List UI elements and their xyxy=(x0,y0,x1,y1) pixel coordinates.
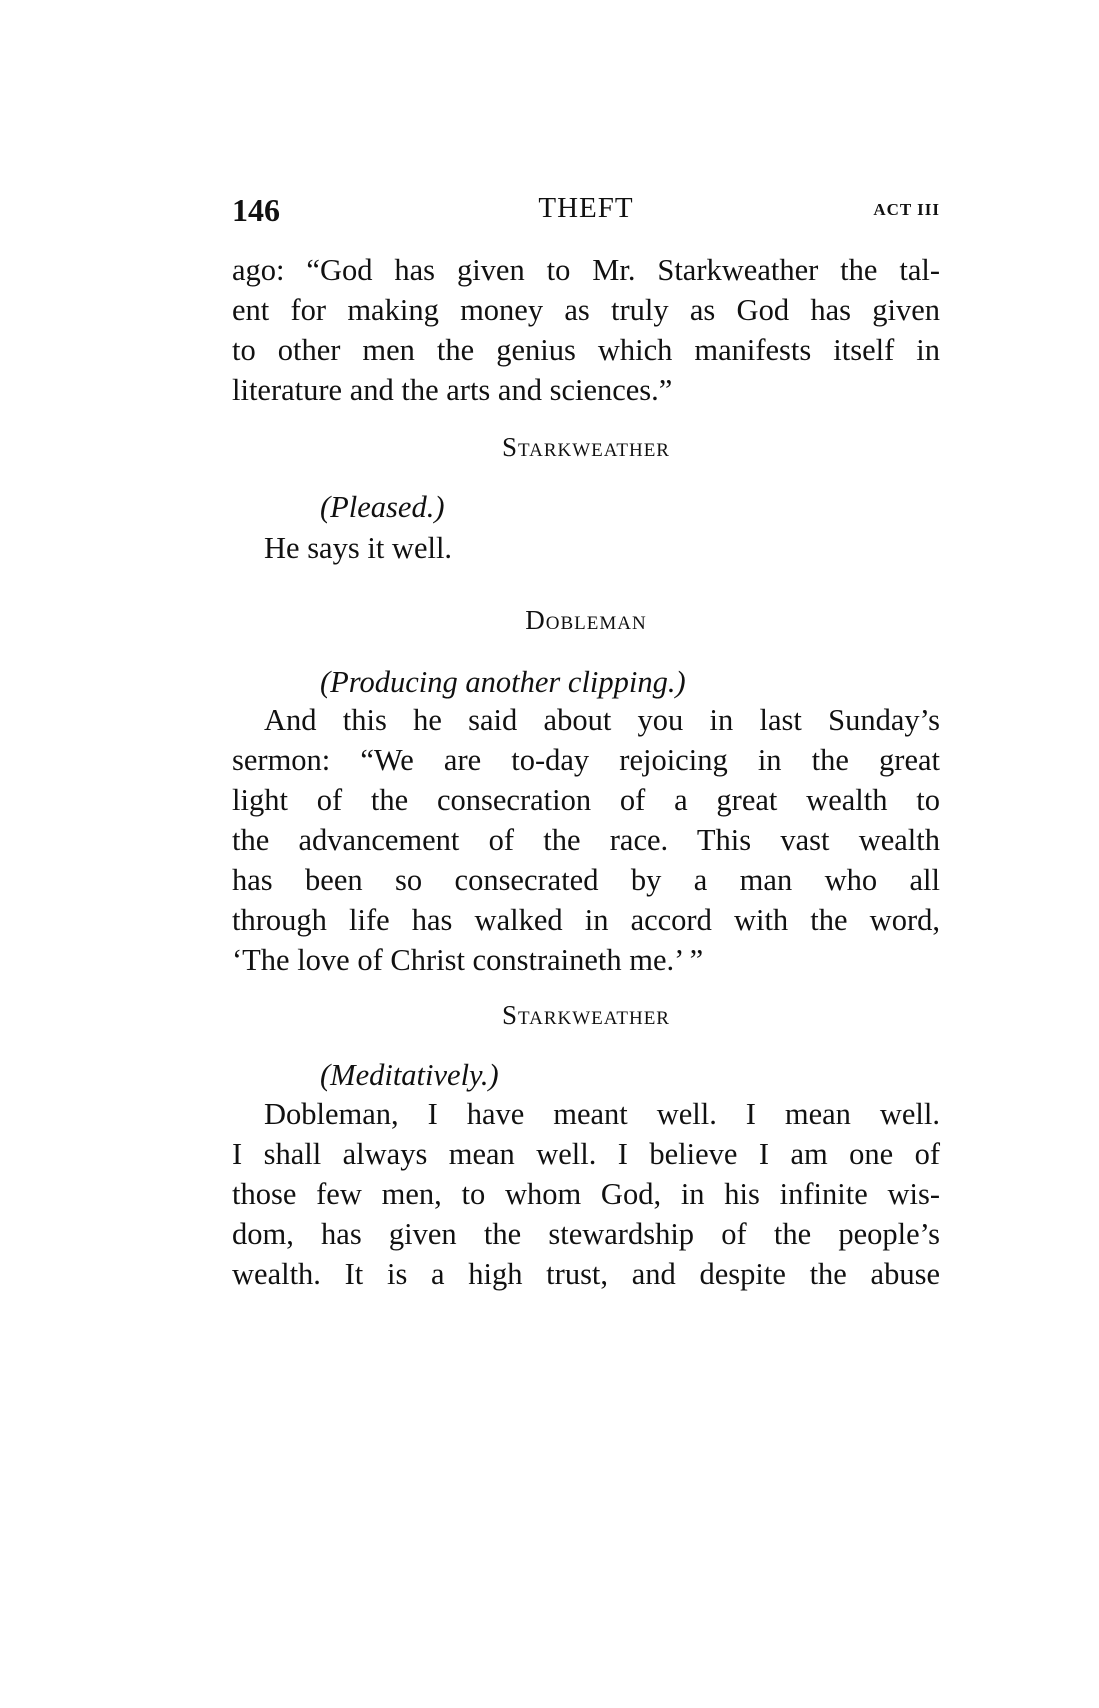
text-line: sermon: “We are to-day rejoicing in the great xyxy=(232,743,940,777)
opening-paragraph xyxy=(232,250,940,410)
text-line: to other men the genius which manifests itself in xyxy=(232,333,940,367)
running-title: THEFT xyxy=(538,192,634,224)
text-line: those few men, to whom God, in his infinite wis- xyxy=(232,1177,940,1211)
speech xyxy=(232,528,940,568)
act-label: ACT III xyxy=(873,200,940,219)
text-line: I shall always mean well. I believe I am one of xyxy=(232,1137,940,1171)
speaker-name: Dobleman xyxy=(525,605,647,635)
stage-direction: (Pleased.) xyxy=(320,490,445,524)
text-line: literature and the arts and sciences.” xyxy=(232,373,673,407)
text-line: Dobleman, I have meant well. I mean well. xyxy=(264,1097,940,1131)
page-number: 146 xyxy=(232,192,280,228)
running-head xyxy=(232,192,940,232)
text-line: dom, has given the stewardship of the people’s xyxy=(232,1217,940,1251)
text-line: wealth. It is a high trust, and despite the abuse xyxy=(232,1257,940,1291)
stage-direction: (Producing another clipping.) xyxy=(320,665,686,699)
stage-direction: (Meditatively.) xyxy=(320,1058,499,1092)
text-line: the advancement of the race. This vast wealth xyxy=(232,823,940,857)
text-line: And this he said about you in last Sunday’s xyxy=(264,703,940,737)
text-line: ent for making money as truly as God has given xyxy=(232,293,940,327)
text-line: through life has walked in accord with the word, xyxy=(232,903,940,937)
speech xyxy=(232,1094,940,1294)
text-line: light of the consecration of a great wealth to xyxy=(232,783,940,817)
text-line: ago: “God has given to Mr. Starkweather the tal- xyxy=(232,253,940,287)
speaker-name: Starkweather xyxy=(502,432,670,462)
speaker-name: Starkweather xyxy=(502,1000,670,1030)
text-line: ‘The love of Christ constraineth me.’ ” xyxy=(232,943,704,977)
text-line: He says it well. xyxy=(264,531,453,565)
text-line: has been so consecrated by a man who all xyxy=(232,863,940,897)
speech xyxy=(232,700,940,980)
